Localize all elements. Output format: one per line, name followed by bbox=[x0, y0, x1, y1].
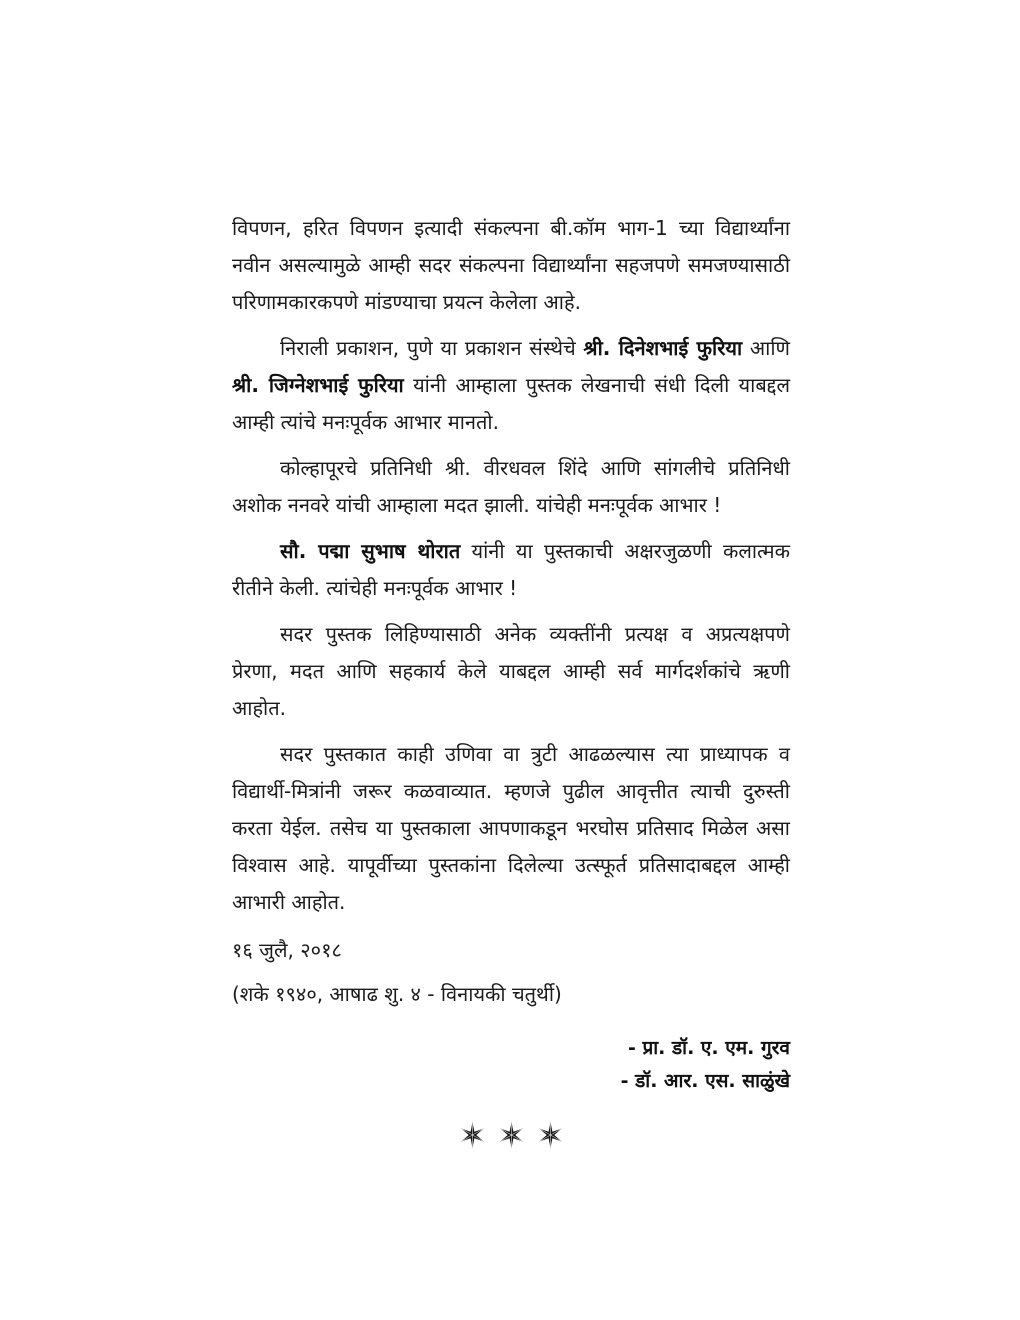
text-run: विपणन, हरित विपणन इत्यादी संकल्पना बी.कॉम भाग-1 च्या विद्यार्थ्यांना नवीन असल्यामुळे आम्ही सदर संकल्पना विद्यार्थ्यांना सहजपणे समजण्यासाठी परिणामकारकपणे मांडण्याचा प्रयत्न केलेला आहे. bbox=[232, 216, 790, 314]
text-run: यांनी या पुस्तकाची अक्षरजुळणी कलात्मक रीतीने केली. त्यांचेही मनःपूर्वक आभार ! bbox=[232, 539, 790, 600]
calendar-line: (शके १९४०, आषाढ शु. ४ - विनायकी चतुर्थी) bbox=[232, 982, 562, 1006]
paragraphs-container bbox=[232, 210, 790, 921]
text-run: सदर पुस्तकात काही उणिवा वा त्रुटी आढळल्यास त्या प्राध्यापक व विद्यार्थी-मित्रांनी जरूर कळवाव्यात. म्हणजे पुढील आवृत्तीत त्याची दुरुस्ती करता येईल. तसेच या पुस्तकाला आपणाकडून भरघोस प्रतिसाद मिळेल असा विश्वास आहे. यापूर्वीच्या पुस्तकांना दिलेल्या उत्स्फूर्त प्रतिसादाबद्दल आम्ही आभारी आहोत. bbox=[232, 742, 790, 914]
author-signature: - डॉ. आर. एस. साळुंखे bbox=[620, 1070, 790, 1092]
text-run: कोल्हापूरचे प्रतिनिधी श्री. वीरधवल शिंदे आणि सांगलीचे प्रतिनिधी अशोक ननवरे यांची आम्हाला मदत झाली. यांचेही मनःपूर्वक आभार ! bbox=[232, 456, 790, 517]
authors-block bbox=[232, 1032, 790, 1098]
bold-text-run: श्री. जिग्नेशभाई फुरिया bbox=[232, 373, 404, 397]
divider-stars bbox=[232, 1120, 790, 1150]
paragraph bbox=[232, 533, 790, 607]
paragraph bbox=[232, 450, 790, 524]
date-line: १६ जुलै, २०१८ bbox=[232, 938, 342, 962]
text-run: यांनी आम्हाला पुस्तक लेखनाची संधी दिली याबद्दल आम्ही त्यांचे मनःपूर्वक आभार मानतो. bbox=[232, 373, 790, 434]
six-pointed-star-icon bbox=[537, 1120, 564, 1150]
paragraph bbox=[232, 736, 790, 921]
paragraph bbox=[232, 210, 790, 321]
paragraph bbox=[232, 616, 790, 727]
six-pointed-star-icon bbox=[459, 1120, 486, 1150]
text-run: सदर पुस्तक लिहिण्यासाठी अनेक व्यक्तींनी प्रत्यक्ष व अप्रत्यक्षपणे प्रेरणा, मदत आणि सहकार्य केले याबद्दल आम्ही सर्व मार्गदर्शकांचे ऋणी आहोत. bbox=[232, 622, 790, 720]
preface-text-block bbox=[232, 210, 790, 1150]
bold-text-run: सौ. पद्मा सुभाष थोरात bbox=[280, 539, 461, 563]
author-signature: - प्रा. डॉ. ए. एम. गुरव bbox=[627, 1037, 790, 1059]
six-pointed-star-icon bbox=[498, 1120, 525, 1150]
bold-text-run: श्री. दिनेशभाई फुरिया bbox=[583, 336, 743, 360]
text-run: निराली प्रकाशन, पुणे या प्रकाशन संस्थेचे bbox=[280, 336, 584, 360]
paragraph bbox=[232, 330, 790, 441]
text-run: आणि bbox=[742, 336, 791, 360]
